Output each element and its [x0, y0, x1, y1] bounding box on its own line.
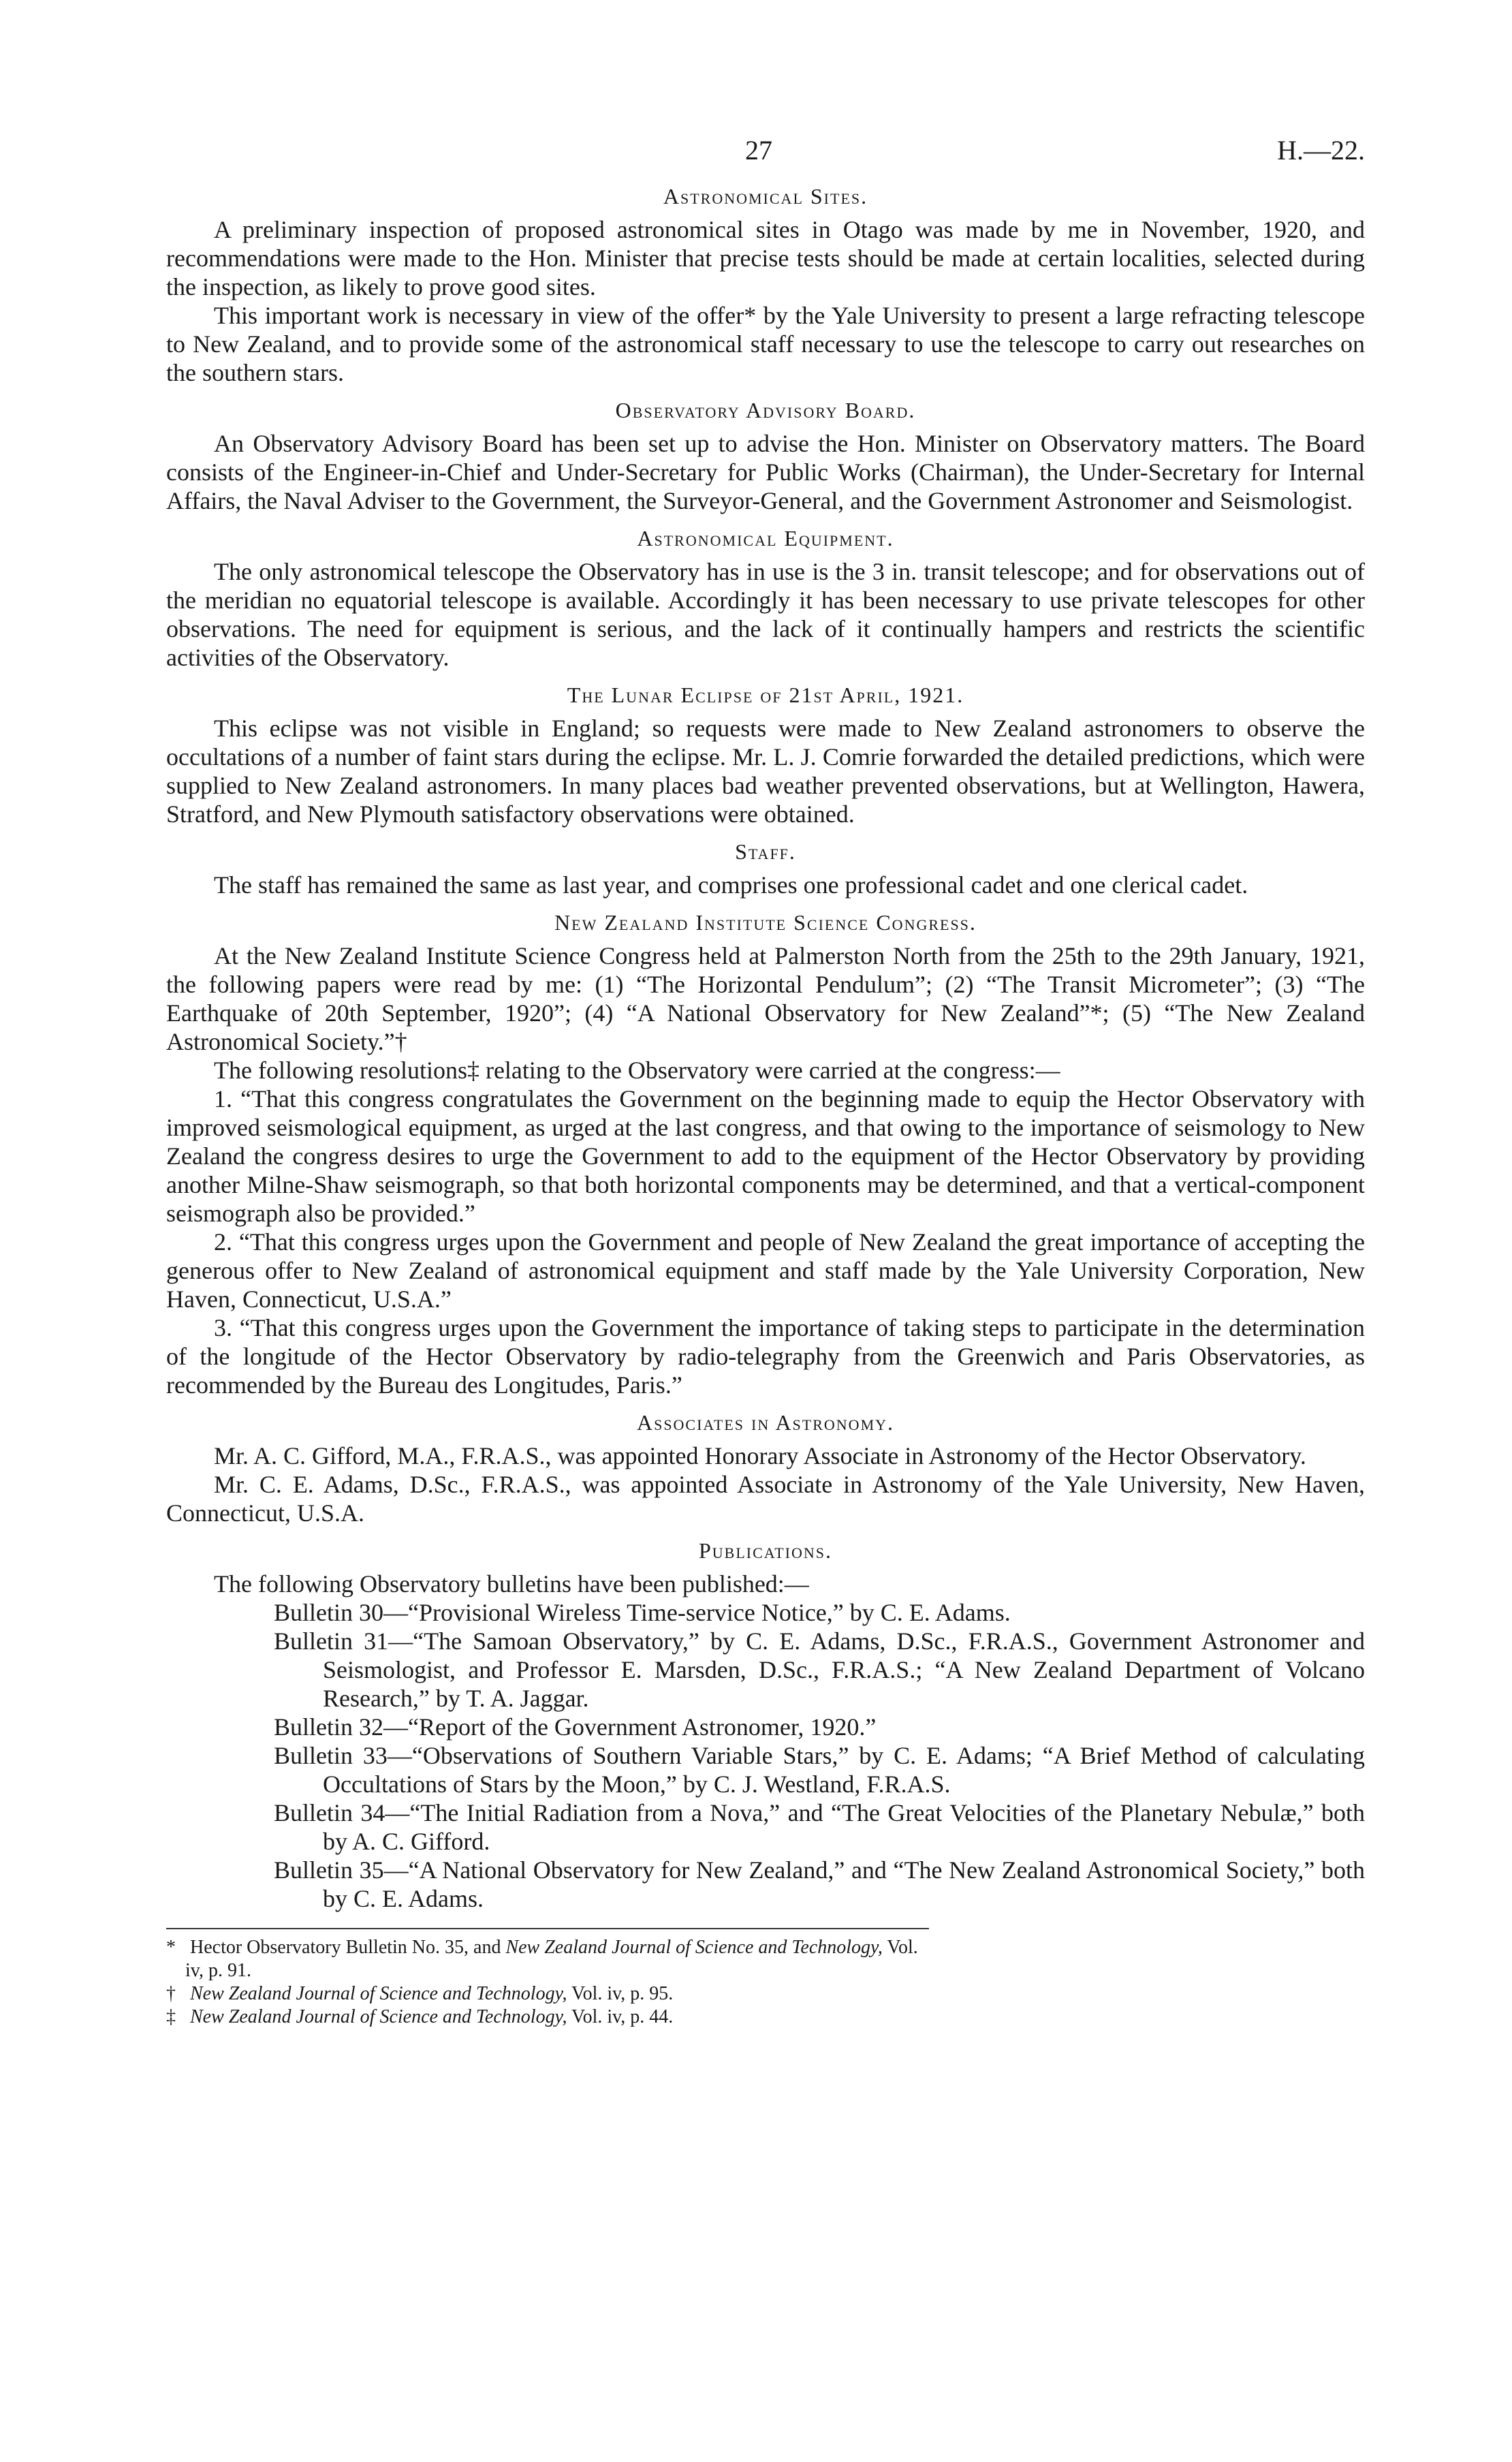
- footnote-mark: ‡: [166, 2006, 176, 2027]
- journal-title: New Zealand Journal of Science and Technology,: [190, 2006, 567, 2027]
- section-heading: New Zealand Institute Science Congress.: [554, 910, 977, 935]
- footnotes: [166, 1928, 929, 2029]
- resolution: 2. “That this congress urges upon the Government and people of New Zealand the great importance of accepting the generous offer to New Zealand of astronomical equipment and staff made by the Yale University Corporation, New Haven, Connecticut, U.S.A.”: [166, 1228, 1365, 1313]
- list-item: Bulletin 35—“A National Observatory for New Zealand,” and “The New Zealand Astronomical Society,” both by C. E. Adams.: [274, 1856, 1365, 1912]
- footnote-ref: Vol. iv, p. 44.: [571, 2006, 674, 2027]
- paragraph: This important work is necessary in view of the offer* by the Yale University to present a large refracting telescope to New Zealand, and to provide some of the astronomical staff necessary to use the telescope to carry out researches on the southern stars.: [166, 302, 1365, 386]
- list-item: Bulletin 30—“Provisional Wireless Time-service Notice,” by C. E. Adams.: [274, 1599, 1011, 1626]
- list-item: Bulletin 33—“Observations of Southern Variable Stars,” by C. E. Adams; “A Brief Method of calculating Occultations of Stars by the Moon,” by C. J. Westland, F.R.A.S.: [274, 1742, 1365, 1798]
- section-heading: Associates in Astronomy.: [636, 1410, 895, 1435]
- paragraph: The only astronomical telescope the Observatory has in use is the 3 in. transit telescope; and for observations out of the meridian no equatorial telescope is available. Accordingly it has been necessary to use private telescopes for other observations. The need for equipment is serious, and the lack of it continually hampers and restricts the scientific activities of the Observatory.: [166, 558, 1365, 671]
- section-heading: Staff.: [735, 839, 796, 864]
- paragraph: Mr. C. E. Adams, D.Sc., F.R.A.S., was appointed Associate in Astronomy of the Yale University, New Haven, Connecticut, U.S.A.: [166, 1471, 1365, 1527]
- paragraph: The following resolutions‡ relating to the Observatory were carried at the congress:—: [214, 1057, 1060, 1084]
- paragraph: The following Observatory bulletins have been published:—: [214, 1570, 809, 1598]
- footnote-text: Hector Observatory Bulletin No. 35, and: [190, 1937, 501, 1958]
- section-heading: Astronomical Equipment.: [637, 526, 894, 550]
- list-item: Bulletin 31—“The Samoan Observatory,” by C. E. Adams, D.Sc., F.R.A.S., Government Astronomer and Seismologist, and Professor E. Marsden, D.Sc., F.R.A.S.; “A New Zealand Department of Volcano Research,” by T. A. Jaggar.: [274, 1627, 1365, 1712]
- footnote: [166, 1982, 929, 2006]
- section-heading: The Lunar Eclipse of 21st April, 1921.: [567, 683, 964, 707]
- section-lunar-eclipse: [166, 681, 1365, 828]
- page-number: 27: [745, 135, 772, 166]
- bulletin-list: [274, 1598, 1365, 1913]
- page-header: [166, 136, 1365, 173]
- section-associates: [166, 1409, 1365, 1527]
- footnote-mark: *: [166, 1937, 176, 1958]
- paragraph: An Observatory Advisory Board has been set up to advise the Hon. Minister on Observatory matters. The Board consists of the Engineer-in-Chief and Under-Secretary for Public Works (Chairman), the Under-Secretary for Internal Affairs, the Naval Adviser to the Government, the Surveyor-General, and the Government Astronomer and Seismologist.: [166, 430, 1365, 514]
- resolution: 3. “That this congress urges upon the Government the importance of taking steps to participate in the determination of the longitude of the Hector Observatory by radio-telegraphy from the Greenwich and Paris Observatories, as recommended by the Bureau des Longitudes, Paris.”: [166, 1314, 1365, 1399]
- journal-title: New Zealand Journal of Science and Technology,: [505, 1937, 883, 1958]
- resolution: 1. “That this congress congratulates the Government on the beginning made to equip the Hector Observatory with improved seismological equipment, as urged at the last congress, and that owing to the importance of seismology to New Zealand the congress desires to urge the Government to add to the equipment of the Hector Observatory by providing another Milne-Shaw seismograph, so that both horizontal components may be determined, and that a vertical-component seismograph also be provided.”: [166, 1085, 1365, 1227]
- section-astronomical-sites: [166, 183, 1365, 387]
- footnote-ref: Vol. iv, p. 91.: [185, 1937, 918, 1981]
- document-page: [166, 136, 1365, 2029]
- paragraph: A preliminary inspection of proposed astronomical sites in Otago was made by me in November, 1920, and recommendations were made to the Hon. Minister that precise tests should be made at certain localities, selected during the inspection, as likely to prove good sites.: [166, 216, 1365, 300]
- section-heading: Astronomical Sites.: [663, 184, 868, 208]
- paragraph: This eclipse was not visible in England; so requests were made to New Zealand astronomers to observe the occultations of a number of faint stars during the eclipse. Mr. L. J. Comrie forwarded the detailed predictions, which were supplied to New Zealand astronomers. In many places bad weather prevented observations, but at Wellington, Hawera, Stratford, and New Plymouth satisfactory observations were obtained.: [166, 715, 1365, 828]
- document-reference: H.—22.: [1277, 135, 1365, 166]
- paragraph: Mr. A. C. Gifford, M.A., F.R.A.S., was appointed Honorary Associate in Astronomy of the Hector Observatory.: [214, 1442, 1306, 1469]
- section-science-congress: [166, 909, 1365, 1399]
- section-staff: [166, 838, 1365, 899]
- section-heading: Publications.: [698, 1538, 833, 1563]
- footnote-ref: Vol. iv, p. 95.: [571, 1983, 674, 2004]
- footnote: [166, 1936, 929, 1982]
- paragraph: At the New Zealand Institute Science Congress held at Palmerston North from the 25th to the 29th January, 1921, the following papers were read by me: (1) “The Horizontal Pendulum”; (2) “The Transit Micrometer”; (3) “The Earthquake of 20th September, 1920”; (4) “A National Observatory for New Zealand”*; (5) “The New Zealand Astronomical Society.”†: [166, 942, 1365, 1055]
- paragraph: The staff has remained the same as last year, and comprises one professional cadet and one clerical cadet.: [214, 871, 1248, 899]
- footnote: [166, 2006, 929, 2029]
- list-item: Bulletin 32—“Report of the Government Astronomer, 1920.”: [274, 1713, 877, 1741]
- section-heading: Observatory Advisory Board.: [615, 398, 916, 422]
- list-item: Bulletin 34—“The Initial Radiation from a Nova,” and “The Great Velocities of the Planetary Nebulæ,” both by A. C. Gifford.: [274, 1799, 1365, 1855]
- section-advisory-board: [166, 396, 1365, 515]
- footnote-mark: †: [166, 1983, 176, 2004]
- section-publications: [166, 1537, 1365, 1913]
- section-equipment: [166, 525, 1365, 672]
- journal-title: New Zealand Journal of Science and Technology,: [190, 1983, 567, 2004]
